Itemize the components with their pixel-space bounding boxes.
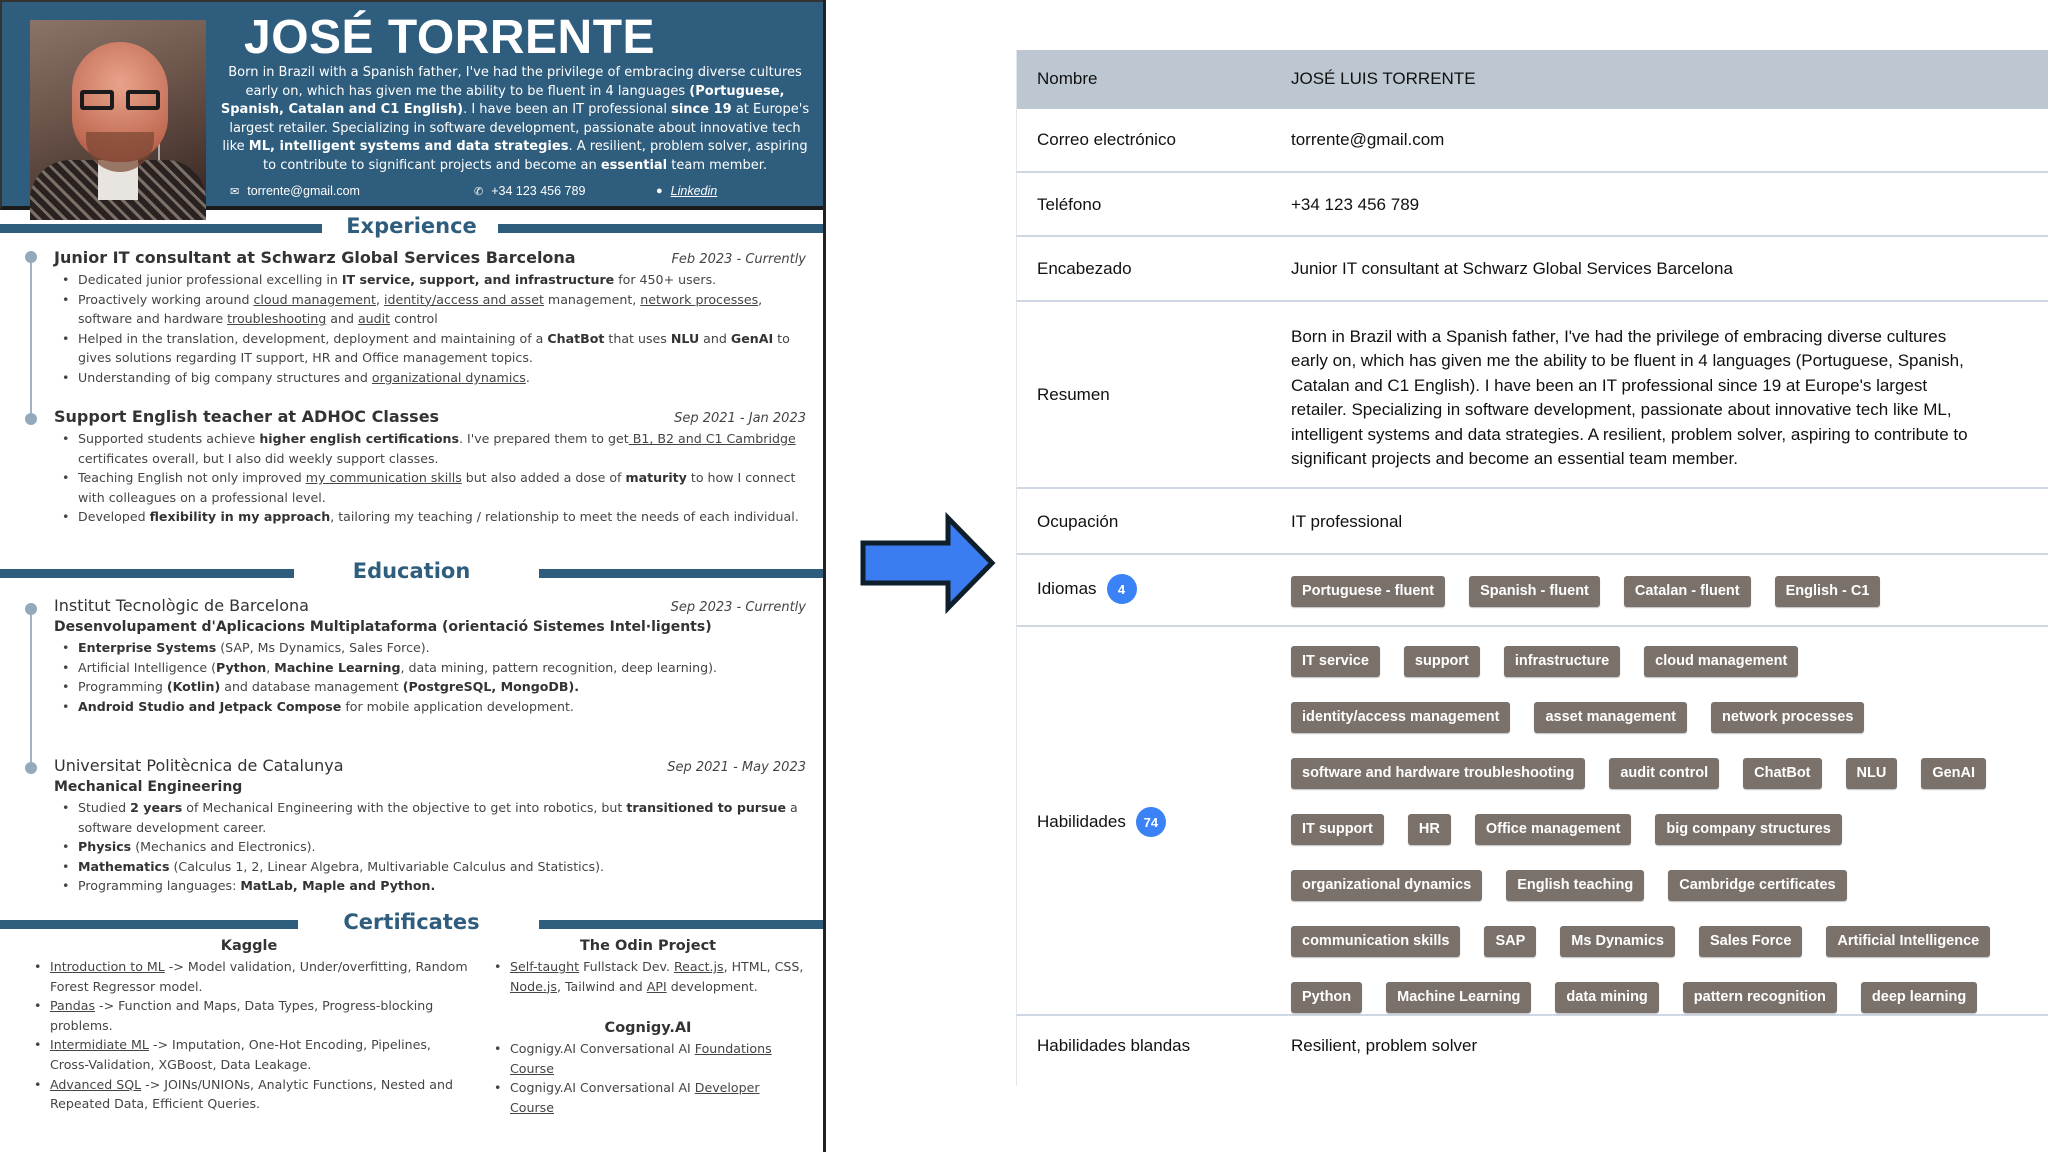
text-run: Supported students achieve	[78, 431, 260, 446]
text-run: IT service, support, and infrastructure	[341, 272, 615, 287]
text-run: , tailoring my teaching / relationship to meet the needs of each individual.	[330, 509, 799, 525]
text-run: (Calculus 1, 2, Linear Algebra, Multivariable Calculus and Statistics).	[169, 858, 605, 874]
summary-run: at Europe's largest retailer. Specializing in software development, passionate about innovative tech like	[222, 102, 810, 155]
tag-chip[interactable]: infrastructure	[1504, 646, 1620, 677]
row-value: torrente@gmail.com	[1291, 130, 1445, 149]
text-run: control	[390, 311, 438, 327]
tag-chip[interactable]: software and hardware troubleshooting	[1291, 758, 1585, 789]
table-row-idiomas	[1016, 555, 2048, 627]
entry-subtitle: Mechanical Engineering	[54, 779, 243, 795]
tag-chip[interactable]: Cambridge certificates	[1668, 870, 1846, 901]
text-run: Python	[216, 659, 267, 675]
bullet-item	[54, 507, 806, 527]
link-text[interactable]: Intermidiate ML	[50, 1037, 149, 1053]
link-text[interactable]: audit	[357, 311, 391, 327]
certificate-item	[30, 1035, 468, 1074]
tag-chip[interactable]: NLU	[1846, 758, 1898, 789]
link-text[interactable]: Developer Course	[510, 1080, 760, 1115]
text-run: for 450+ users.	[614, 272, 717, 287]
row-value: +34 123 456 789	[1291, 195, 1420, 214]
text-run: ,	[266, 659, 275, 675]
text-run: transitioned to pursue	[626, 800, 787, 815]
entry-subtitle: Desenvolupament d'Aplicacions Multiplataforma (orientació Sistemes Intel·ligents)	[54, 619, 712, 635]
link-text[interactable]: B1, B2 and C1 Cambridge	[628, 431, 796, 446]
skill-tags	[1291, 646, 2031, 1013]
tag-chip[interactable]: English - C1	[1775, 576, 1881, 607]
habilidades-label: Habilidades	[1037, 812, 1126, 831]
certificate-list	[490, 1039, 806, 1117]
education-heading	[0, 559, 823, 589]
summary-run: since 19	[671, 102, 732, 118]
entry-header	[54, 407, 806, 426]
table-row-blandas	[1016, 1016, 2048, 1086]
bullet-item	[54, 677, 806, 697]
bullet-item	[54, 658, 806, 678]
bullet-item	[54, 429, 806, 468]
bullet-item	[54, 798, 806, 837]
text-run: .	[525, 369, 530, 385]
table-row-encabezado	[1016, 237, 2048, 302]
entry-bullets	[54, 270, 806, 388]
text-run: Proactively working around	[78, 291, 254, 307]
profile-photo	[30, 20, 206, 198]
experience-title: Experience	[346, 214, 477, 238]
tag-chip[interactable]: audit control	[1609, 758, 1719, 789]
tag-chip[interactable]: organizational dynamics	[1291, 870, 1482, 901]
bullet-item	[54, 329, 806, 368]
text-run: but also added a dose of	[461, 470, 626, 486]
entry-date: Feb 2023 - Currently	[671, 252, 806, 267]
timeline-dot	[25, 413, 37, 425]
text-run: Teaching English not only improved	[78, 470, 306, 486]
link-text[interactable]: Pandas	[50, 998, 96, 1014]
text-run: Programming languages:	[78, 878, 241, 894]
text-run: (Kotlin)	[166, 679, 221, 695]
bullet-item	[54, 468, 806, 507]
text-run: , data mining, pattern recognition, deep learning).	[400, 659, 718, 675]
text-run: , Tailwind and	[556, 978, 647, 994]
text-run: Machine Learning	[274, 659, 401, 675]
entry-title: Junior IT consultant at Schwarz Global Services Barcelona	[54, 248, 576, 267]
text-run: flexibility in my approach	[149, 509, 331, 525]
text-run: . I've prepared them to get	[459, 431, 629, 446]
certificate-provider: Cognigy.AI	[604, 1020, 692, 1036]
resume-name: JOSÉ TORRENTE	[244, 11, 656, 64]
timeline-dot	[25, 251, 37, 263]
resume-summary	[218, 64, 812, 176]
text-run: Mathematics	[78, 858, 170, 874]
text-run: and	[326, 311, 358, 327]
tag-chip[interactable]: Ms Dynamics	[1560, 926, 1675, 957]
tag-chip[interactable]: pattern recognition	[1683, 982, 1837, 1013]
row-value: Born in Brazil with a Spanish father, I've had the privilege of embracing diverse cultures early on, which has given me the ability to be fluent in 4 languages (Portuguese, Spanish, Catalan and C1 English). I have been an IT professional since 19 at Europe's largest retailer. Specializing in software development, passionate about innovative tech like ML, intelligent systems and data strategies. A resilient, problem solver, aspiring to contribute to significant projects and become an essential team member.	[1291, 327, 1968, 469]
tag-chip[interactable]: big company structures	[1655, 814, 1841, 845]
resume-header	[0, 0, 823, 210]
text-run: higher english certifications	[259, 431, 460, 446]
bullet-item	[54, 837, 806, 857]
text-run: development.	[666, 978, 758, 994]
contact-email-text: torrente@gmail.com	[247, 184, 360, 198]
row-label: Teléfono	[1037, 195, 1102, 214]
bullet-item	[54, 290, 806, 329]
row-value: Resilient, problem solver	[1291, 1036, 1478, 1055]
experience-heading	[0, 214, 823, 244]
contact-linkedin[interactable]	[656, 184, 717, 198]
row-value: IT professional	[1291, 512, 1403, 531]
certificates-title: Certificates	[343, 910, 480, 934]
contact-email[interactable]	[230, 184, 360, 198]
timeline-dot	[25, 603, 37, 615]
entry-bullets	[54, 429, 806, 527]
text-run: , software and hardware	[78, 291, 763, 327]
certificate-item	[490, 1039, 806, 1078]
contact-phone-text: +34 123 456 789	[491, 184, 586, 198]
tag-chip[interactable]: support	[1404, 646, 1480, 677]
certificate-list	[30, 957, 468, 1114]
text-run: Dedicated junior professional excelling in	[78, 272, 342, 287]
tag-chip[interactable]: Portuguese - fluent	[1291, 576, 1445, 607]
text-run: Android Studio and Jetpack Compose	[78, 698, 342, 714]
table-row-ocupacion	[1016, 489, 2048, 555]
tag-chip[interactable]: cloud management	[1644, 646, 1798, 677]
text-run: to how I connect with colleagues on a professional level.	[78, 470, 796, 505]
idiomas-label: Idiomas	[1037, 579, 1097, 598]
text-run: a software development career.	[78, 800, 798, 835]
row-label: Encabezado	[1037, 259, 1132, 278]
certificates-kaggle	[30, 938, 468, 1114]
row-label: Resumen	[1037, 385, 1110, 404]
row-value: Junior IT consultant at Schwarz Global Services Barcelona	[1291, 259, 1733, 278]
habilidades-count-badge: 74	[1136, 807, 1166, 837]
row-label: Correo electrónico	[1037, 130, 1176, 149]
bullet-item	[54, 368, 806, 388]
text-run: Enterprise Systems	[78, 640, 217, 655]
certificate-item	[30, 1075, 468, 1114]
tag-chip[interactable]: Sales Force	[1699, 926, 1802, 957]
link-text[interactable]: Node.js	[510, 978, 557, 994]
summary-run: . I have been an IT professional	[463, 102, 672, 118]
row-label: Nombre	[1037, 69, 1098, 88]
tag-chip[interactable]: communication skills	[1291, 926, 1460, 957]
certificates-cognigy	[490, 1020, 806, 1117]
education-entry	[54, 756, 806, 896]
tag-chip[interactable]: Python	[1291, 982, 1362, 1013]
text-run: (PostgreSQL, MongoDB).	[402, 679, 579, 695]
table-row-correo	[1016, 109, 2048, 173]
text-run: and	[699, 330, 731, 346]
idiomas-count-badge: 4	[1107, 574, 1137, 604]
text-run: MatLab, Maple and Python.	[240, 878, 436, 894]
text-run: Helped in the translation, development, deployment and maintaining of a	[78, 330, 548, 346]
certificate-provider: The Odin Project	[579, 938, 717, 954]
tag-chip[interactable]: English teaching	[1506, 870, 1644, 901]
bullet-item	[54, 857, 806, 877]
tag-chip[interactable]: data mining	[1555, 982, 1658, 1013]
summary-run: ML, intelligent systems and data strategies	[248, 139, 569, 155]
text-run: ChatBot	[547, 330, 605, 346]
tag-chip[interactable]: Spanish - fluent	[1469, 576, 1600, 607]
text-run: maturity	[625, 470, 687, 486]
certificate-list	[490, 957, 806, 996]
text-run: -> Function and Maps, Data Types, Progress-blocking problems.	[50, 998, 434, 1033]
link-text[interactable]: Advanced SQL	[50, 1076, 142, 1092]
tag-chip[interactable]: ChatBot	[1743, 758, 1821, 789]
text-run: Understanding of big company structures and	[78, 369, 372, 385]
link-text[interactable]: my communication skills	[305, 470, 462, 486]
text-run: to gives solutions regarding IT support, HR and Office management topics.	[78, 330, 790, 366]
bullet-item	[54, 876, 806, 896]
entry-bullets	[54, 798, 806, 896]
text-run: certificates overall, but I also did weekly support classes.	[78, 450, 439, 466]
table-row-resumen	[1016, 302, 2048, 489]
link-text[interactable]: API	[646, 978, 667, 994]
experience-entry	[54, 407, 806, 527]
tag-chip[interactable]: HR	[1408, 814, 1451, 845]
certificate-provider: Kaggle	[220, 938, 278, 954]
tag-chip[interactable]: deep learning	[1861, 982, 1977, 1013]
education-title: Education	[352, 559, 471, 583]
tag-chip[interactable]: GenAI	[1921, 758, 1986, 789]
link-text[interactable]: cloud management	[253, 291, 376, 307]
text-run: ,	[375, 291, 384, 307]
extracted-data-table	[1016, 50, 2048, 1080]
text-run: Fullstack Dev.	[579, 959, 674, 974]
entry-date: Sep 2021 - Jan 2023	[674, 411, 806, 426]
tag-chip[interactable]: SAP	[1484, 926, 1536, 957]
text-run: Physics	[78, 839, 132, 855]
phone-icon: ✆	[474, 185, 484, 198]
table-row-nombre	[1016, 50, 2048, 109]
text-run: of Mechanical Engineering with the objective to get into robotics, but	[182, 800, 627, 815]
text-run: for mobile application development.	[341, 698, 574, 714]
text-run: that uses	[604, 330, 671, 346]
entry-title: Institut Tecnològic de Barcelona	[54, 596, 309, 615]
text-run: GenAI	[730, 330, 774, 346]
table-row-telefono	[1016, 173, 2048, 237]
tag-chip[interactable]: network processes	[1711, 702, 1864, 733]
link-text[interactable]: Foundations Course	[510, 1041, 772, 1076]
skills-scroll-area[interactable]	[1017, 627, 2049, 1005]
language-tags	[1291, 576, 2031, 607]
link-text[interactable]: Introduction to ML	[50, 959, 165, 974]
education-entry	[54, 596, 806, 716]
row-value: JOSÉ LUIS TORRENTE	[1291, 69, 1476, 88]
summary-run: team member.	[667, 157, 767, 173]
summary-run: essential	[600, 157, 668, 173]
timeline-line	[30, 610, 32, 770]
text-run: Cognigy.AI Conversational AI	[510, 1080, 695, 1096]
experience-entry	[54, 248, 806, 388]
entry-header	[54, 596, 806, 615]
text-run: , HTML, CSS,	[723, 959, 804, 974]
link-text[interactable]: Self-taught	[510, 959, 580, 974]
contact-phone[interactable]	[474, 184, 585, 198]
text-run: -> Model validation, Under/overfitting, Random Forest Regressor model.	[50, 959, 468, 994]
table-row-habilidades	[1016, 627, 2048, 1016]
entry-header	[54, 248, 806, 267]
tag-chip[interactable]: IT service	[1291, 646, 1380, 677]
certificate-item	[30, 957, 468, 996]
text-run: Programming	[78, 679, 167, 695]
text-run: and database management	[220, 679, 403, 695]
envelope-icon: ✉	[230, 185, 240, 198]
link-text[interactable]: identity/access and asset	[383, 291, 544, 307]
text-run: Cognigy.AI Conversational AI	[510, 1041, 695, 1056]
text-run: -> Imputation, One-Hot Encoding, Pipelines, Cross-Validation, XGBoost, Data Leakage.	[50, 1037, 431, 1072]
row-label	[1037, 574, 1137, 604]
text-run: 2 years	[130, 800, 183, 815]
tag-chip[interactable]: Catalan - fluent	[1624, 576, 1751, 607]
timeline-line	[30, 256, 32, 418]
globe-icon: ●	[656, 185, 663, 197]
text-run: Developed	[78, 509, 150, 525]
summary-run: . A resilient, problem solver, aspiring to contribute to significant projects and become an	[263, 139, 808, 173]
tag-chip[interactable]: asset management	[1534, 702, 1687, 733]
right-arrow-icon	[860, 515, 996, 611]
entry-header	[54, 756, 806, 775]
bullet-item	[54, 697, 806, 717]
tag-chip[interactable]: Office management	[1475, 814, 1632, 845]
text-run: -> JOINs/UNIONs, Analytic Functions, Nested and Repeated Data, Efficient Queries.	[50, 1076, 453, 1112]
text-run: NLU	[670, 330, 700, 346]
entry-date: Sep 2021 - May 2023	[667, 760, 806, 775]
link-text[interactable]: organizational dynamics	[371, 369, 526, 385]
linkedin-link[interactable]: Linkedin	[670, 184, 718, 198]
text-run: management,	[543, 291, 641, 307]
tag-chip[interactable]: Artificial Intelligence	[1826, 926, 1990, 957]
certificates-heading	[0, 910, 823, 940]
text-run: (SAP, Ms Dynamics, Sales Force).	[216, 640, 430, 655]
entry-bullets	[54, 638, 806, 716]
timeline-dot	[25, 762, 37, 774]
entry-title: Support English teacher at ADHOC Classes	[54, 407, 440, 426]
tag-chip[interactable]: Machine Learning	[1386, 982, 1531, 1013]
certificates-odin	[490, 938, 806, 996]
certificate-item	[30, 996, 468, 1035]
entry-title: Universitat Politècnica de Catalunya	[54, 756, 344, 775]
row-label: Habilidades blandas	[1037, 1036, 1191, 1055]
text-run: (Mechanics and Electronics).	[131, 839, 316, 855]
certificate-item	[490, 1078, 806, 1117]
bullet-item	[54, 638, 806, 658]
resume-document	[0, 0, 826, 1152]
summary-run: (Portuguese, Spanish, Catalan and C1 English)	[220, 83, 785, 118]
summary-run: Born in Brazil with a Spanish father, I've had the privilege of embracing diverse cultures early on, which has given me the ability to be fluent in 4 languages	[228, 65, 802, 99]
text-run: Artificial Intelligence (	[78, 659, 216, 675]
row-label: Ocupación	[1037, 512, 1119, 531]
certificate-item	[490, 957, 806, 996]
link-text[interactable]: troubleshooting	[227, 311, 327, 327]
text-run: Studied	[78, 800, 131, 815]
tag-chip[interactable]: IT support	[1291, 814, 1384, 845]
entry-date: Sep 2023 - Currently	[670, 600, 806, 615]
link-text[interactable]: network processes	[640, 291, 759, 307]
tag-chip[interactable]: identity/access management	[1291, 702, 1510, 733]
link-text[interactable]: React.js	[674, 959, 724, 974]
bullet-item	[54, 270, 806, 290]
